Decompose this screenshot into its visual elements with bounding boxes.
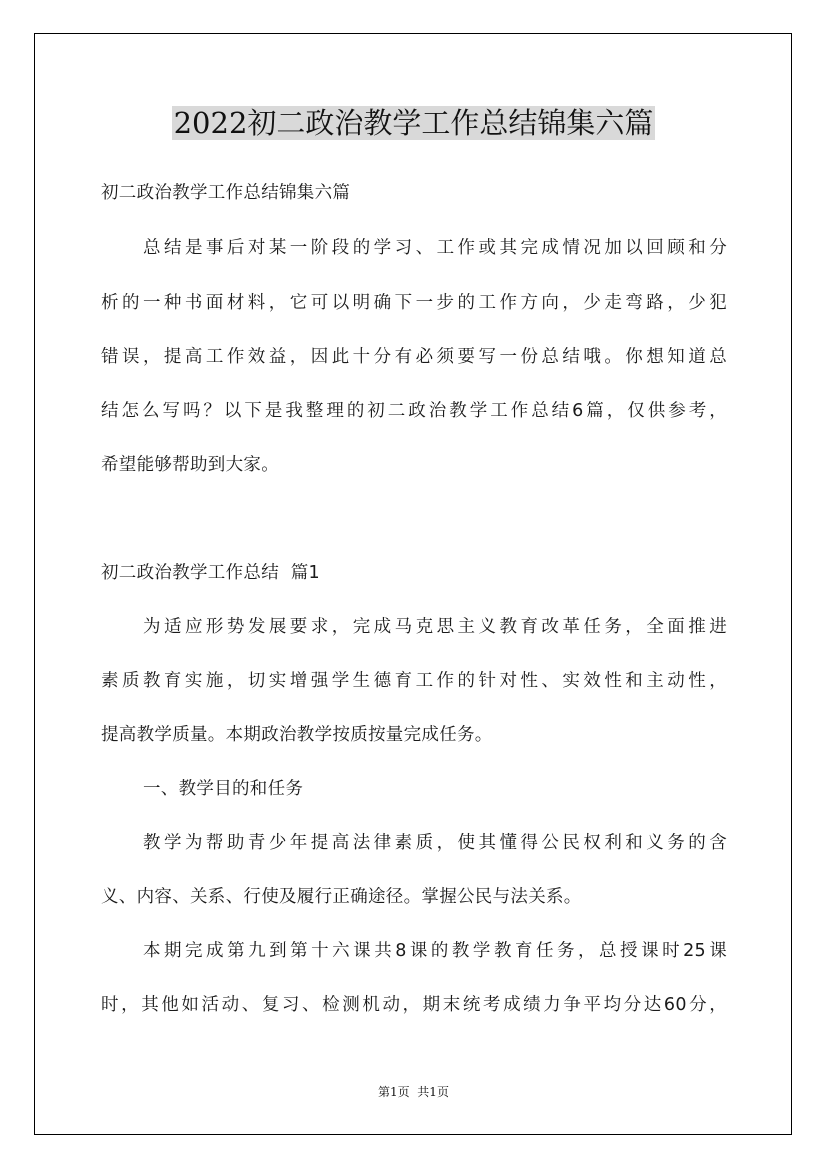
intro-line-4: 结怎么写吗？以下是我整理的初二政治教学工作总结6篇，仅供参考， — [101, 401, 727, 421]
document-title-text: 2022初二政治教学工作总结锦集六篇 — [173, 106, 654, 140]
para1-line-3: 提高教学质量。本期政治教学按质按量完成任务。 — [101, 725, 493, 745]
document-subtitle: 初二政治教学工作总结锦集六篇 — [101, 183, 351, 203]
para3-line-1: 本期完成第九到第十六课共8课的教学教育任务，总授课时25课 — [143, 941, 727, 961]
intro-line-2: 析的一种书面材料，它可以明确下一步的工作方向，少走弯路，少犯 — [101, 293, 727, 313]
para1-line-2: 素质教育实施，切实增强学生德育工作的针对性、实效性和主动性， — [101, 671, 727, 691]
para1-line-1: 为适应形势发展要求，完成马克思主义教育改革任务，全面推进 — [143, 617, 727, 637]
page-number: 第1页 共1页 — [378, 1085, 449, 1099]
intro-line-1: 总结是事后对某一阶段的学习、工作或其完成情况加以回顾和分 — [143, 238, 727, 258]
intro-line-3: 错误，提高工作效益，因此十分有必须要写一份总结哦。你想知道总 — [101, 347, 727, 367]
section-heading: 初二政治教学工作总结 篇1 — [101, 563, 320, 583]
para2-line-1: 教学为帮助青少年提高法律素质，使其懂得公民权利和义务的含 — [143, 833, 727, 853]
subheading: 一、教学目的和任务 — [143, 779, 304, 799]
document-title — [0, 101, 827, 145]
intro-line-5: 希望能够帮助到大家。 — [101, 455, 279, 475]
para3-line-2: 时，其他如活动、复习、检测机动，期末统考成绩力争平均分达60分， — [101, 995, 727, 1015]
para2-line-2: 义、内容、关系、行使及履行正确途径。掌握公民与法关系。 — [101, 887, 582, 907]
